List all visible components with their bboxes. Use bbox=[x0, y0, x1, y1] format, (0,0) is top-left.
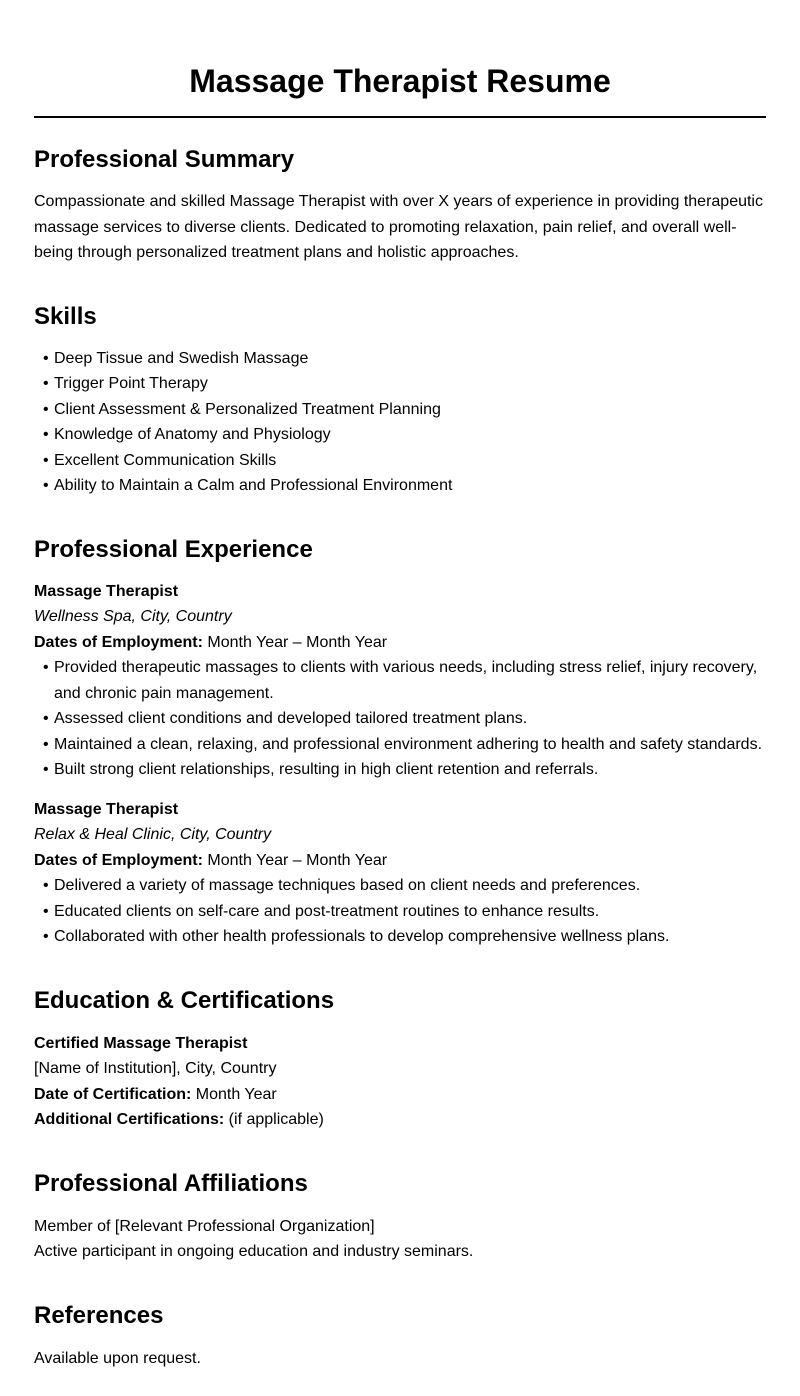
job-duty-item: • Provided therapeutic massages to clients with various needs, including stress relief, injury recovery, and chronic pain management. bbox=[54, 655, 766, 706]
skill-item: • Trigger Point Therapy bbox=[54, 371, 766, 397]
institution-name: [Name of Institution], City, Country bbox=[34, 1060, 277, 1077]
job-employer: Relax & Heal Clinic, City, Country bbox=[34, 826, 272, 843]
job-dates bbox=[34, 848, 766, 874]
bullet-icon: • bbox=[43, 451, 49, 469]
experience-section bbox=[34, 535, 766, 950]
bullet-icon: • bbox=[43, 710, 49, 727]
title-divider bbox=[34, 116, 766, 118]
bullet-icon: • bbox=[43, 659, 49, 676]
job-employer: Wellness Spa, City, Country bbox=[34, 608, 232, 625]
certification-date-value: Month Year bbox=[191, 1085, 277, 1103]
bullet-icon: • bbox=[43, 426, 49, 443]
references-section bbox=[34, 1301, 766, 1372]
education-entry bbox=[34, 1031, 766, 1133]
job-duty-item: • Assessed client conditions and developed tailored treatment plans. bbox=[54, 706, 766, 732]
references-text: Available upon request. bbox=[34, 1349, 201, 1367]
education-heading: Education & Certifications bbox=[34, 986, 335, 1014]
skill-item: • Ability to Maintain a Calm and Professional Environment bbox=[54, 473, 766, 499]
job-duty-item: • Built strong client relationships, resulting in high client retention and referrals. bbox=[54, 757, 766, 783]
bullet-icon: • bbox=[43, 400, 49, 418]
job-entry bbox=[34, 797, 766, 950]
skills-heading: Skills bbox=[34, 302, 97, 330]
bullet-icon: • bbox=[43, 375, 49, 392]
experience-heading: Professional Experience bbox=[34, 535, 313, 563]
references-entry bbox=[34, 1346, 766, 1372]
skills-section bbox=[34, 302, 766, 499]
job-dates-label: Dates of Employment: bbox=[34, 633, 203, 651]
job-title: Massage Therapist bbox=[34, 800, 179, 818]
job-duty-item: • Maintained a clean, relaxing, and professional environment adhering to health and safety standards. bbox=[54, 732, 766, 758]
skills-list bbox=[34, 346, 766, 499]
bullet-icon: • bbox=[43, 477, 49, 494]
job-duties-list bbox=[34, 655, 766, 783]
job-duty-item: • Collaborated with other health professionals to develop comprehensive wellness plans. bbox=[54, 924, 766, 950]
additional-certifications-value: (if applicable) bbox=[224, 1111, 324, 1128]
education-section bbox=[34, 986, 766, 1133]
summary-section bbox=[34, 145, 766, 266]
affiliations-section bbox=[34, 1169, 766, 1265]
summary-heading: Professional Summary bbox=[34, 146, 295, 173]
job-dates-label: Dates of Employment: bbox=[34, 851, 203, 869]
job-entry bbox=[34, 579, 766, 783]
job-title: Massage Therapist bbox=[34, 582, 179, 600]
job-dates-value: Month Year – Month Year bbox=[202, 633, 388, 651]
credential-name: Certified Massage Therapist bbox=[34, 1034, 248, 1052]
additional-certifications bbox=[34, 1107, 766, 1133]
affiliations-entry bbox=[34, 1214, 766, 1265]
bullet-icon: • bbox=[43, 349, 49, 367]
references-heading: References bbox=[34, 1301, 164, 1329]
job-dates-value: Month Year – Month Year bbox=[202, 851, 388, 869]
skill-item: • Client Assessment & Personalized Treatment Planning bbox=[54, 397, 766, 423]
bullet-icon: • bbox=[43, 735, 49, 753]
bullet-icon: • bbox=[43, 902, 49, 920]
job-duty-item: • Delivered a variety of massage techniques based on client needs and preferences. bbox=[54, 873, 766, 899]
summary-text: Compassionate and skilled Massage Therapist with over X years of experience in providing therapeutic massage services to diverse clients. Dedicated to promoting relaxation, pain relief, and overall well-being through personalized treatment plans and holistic approaches. bbox=[34, 193, 763, 261]
job-duties-list bbox=[34, 873, 766, 950]
skill-item: • Knowledge of Anatomy and Physiology bbox=[54, 422, 766, 448]
bullet-icon: • bbox=[43, 877, 49, 894]
affiliation-line: Member of [Relevant Professional Organization] bbox=[34, 1217, 375, 1235]
page-title: Massage Therapist Resume bbox=[189, 63, 611, 99]
certification-date bbox=[34, 1082, 766, 1108]
job-duty-item: • Educated clients on self-care and post-treatment routines to enhance results. bbox=[54, 899, 766, 925]
additional-certifications-label: Additional Certifications: bbox=[34, 1111, 225, 1128]
affiliations-heading: Professional Affiliations bbox=[34, 1169, 308, 1197]
affiliation-line: Active participant in ongoing education and industry seminars. bbox=[34, 1243, 474, 1260]
skill-item: • Excellent Communication Skills bbox=[54, 448, 766, 474]
bullet-icon: • bbox=[43, 761, 49, 778]
skill-item: • Deep Tissue and Swedish Massage bbox=[54, 346, 766, 372]
job-dates bbox=[34, 630, 766, 656]
bullet-icon: • bbox=[43, 928, 49, 945]
certification-date-label: Date of Certification: bbox=[34, 1085, 192, 1103]
